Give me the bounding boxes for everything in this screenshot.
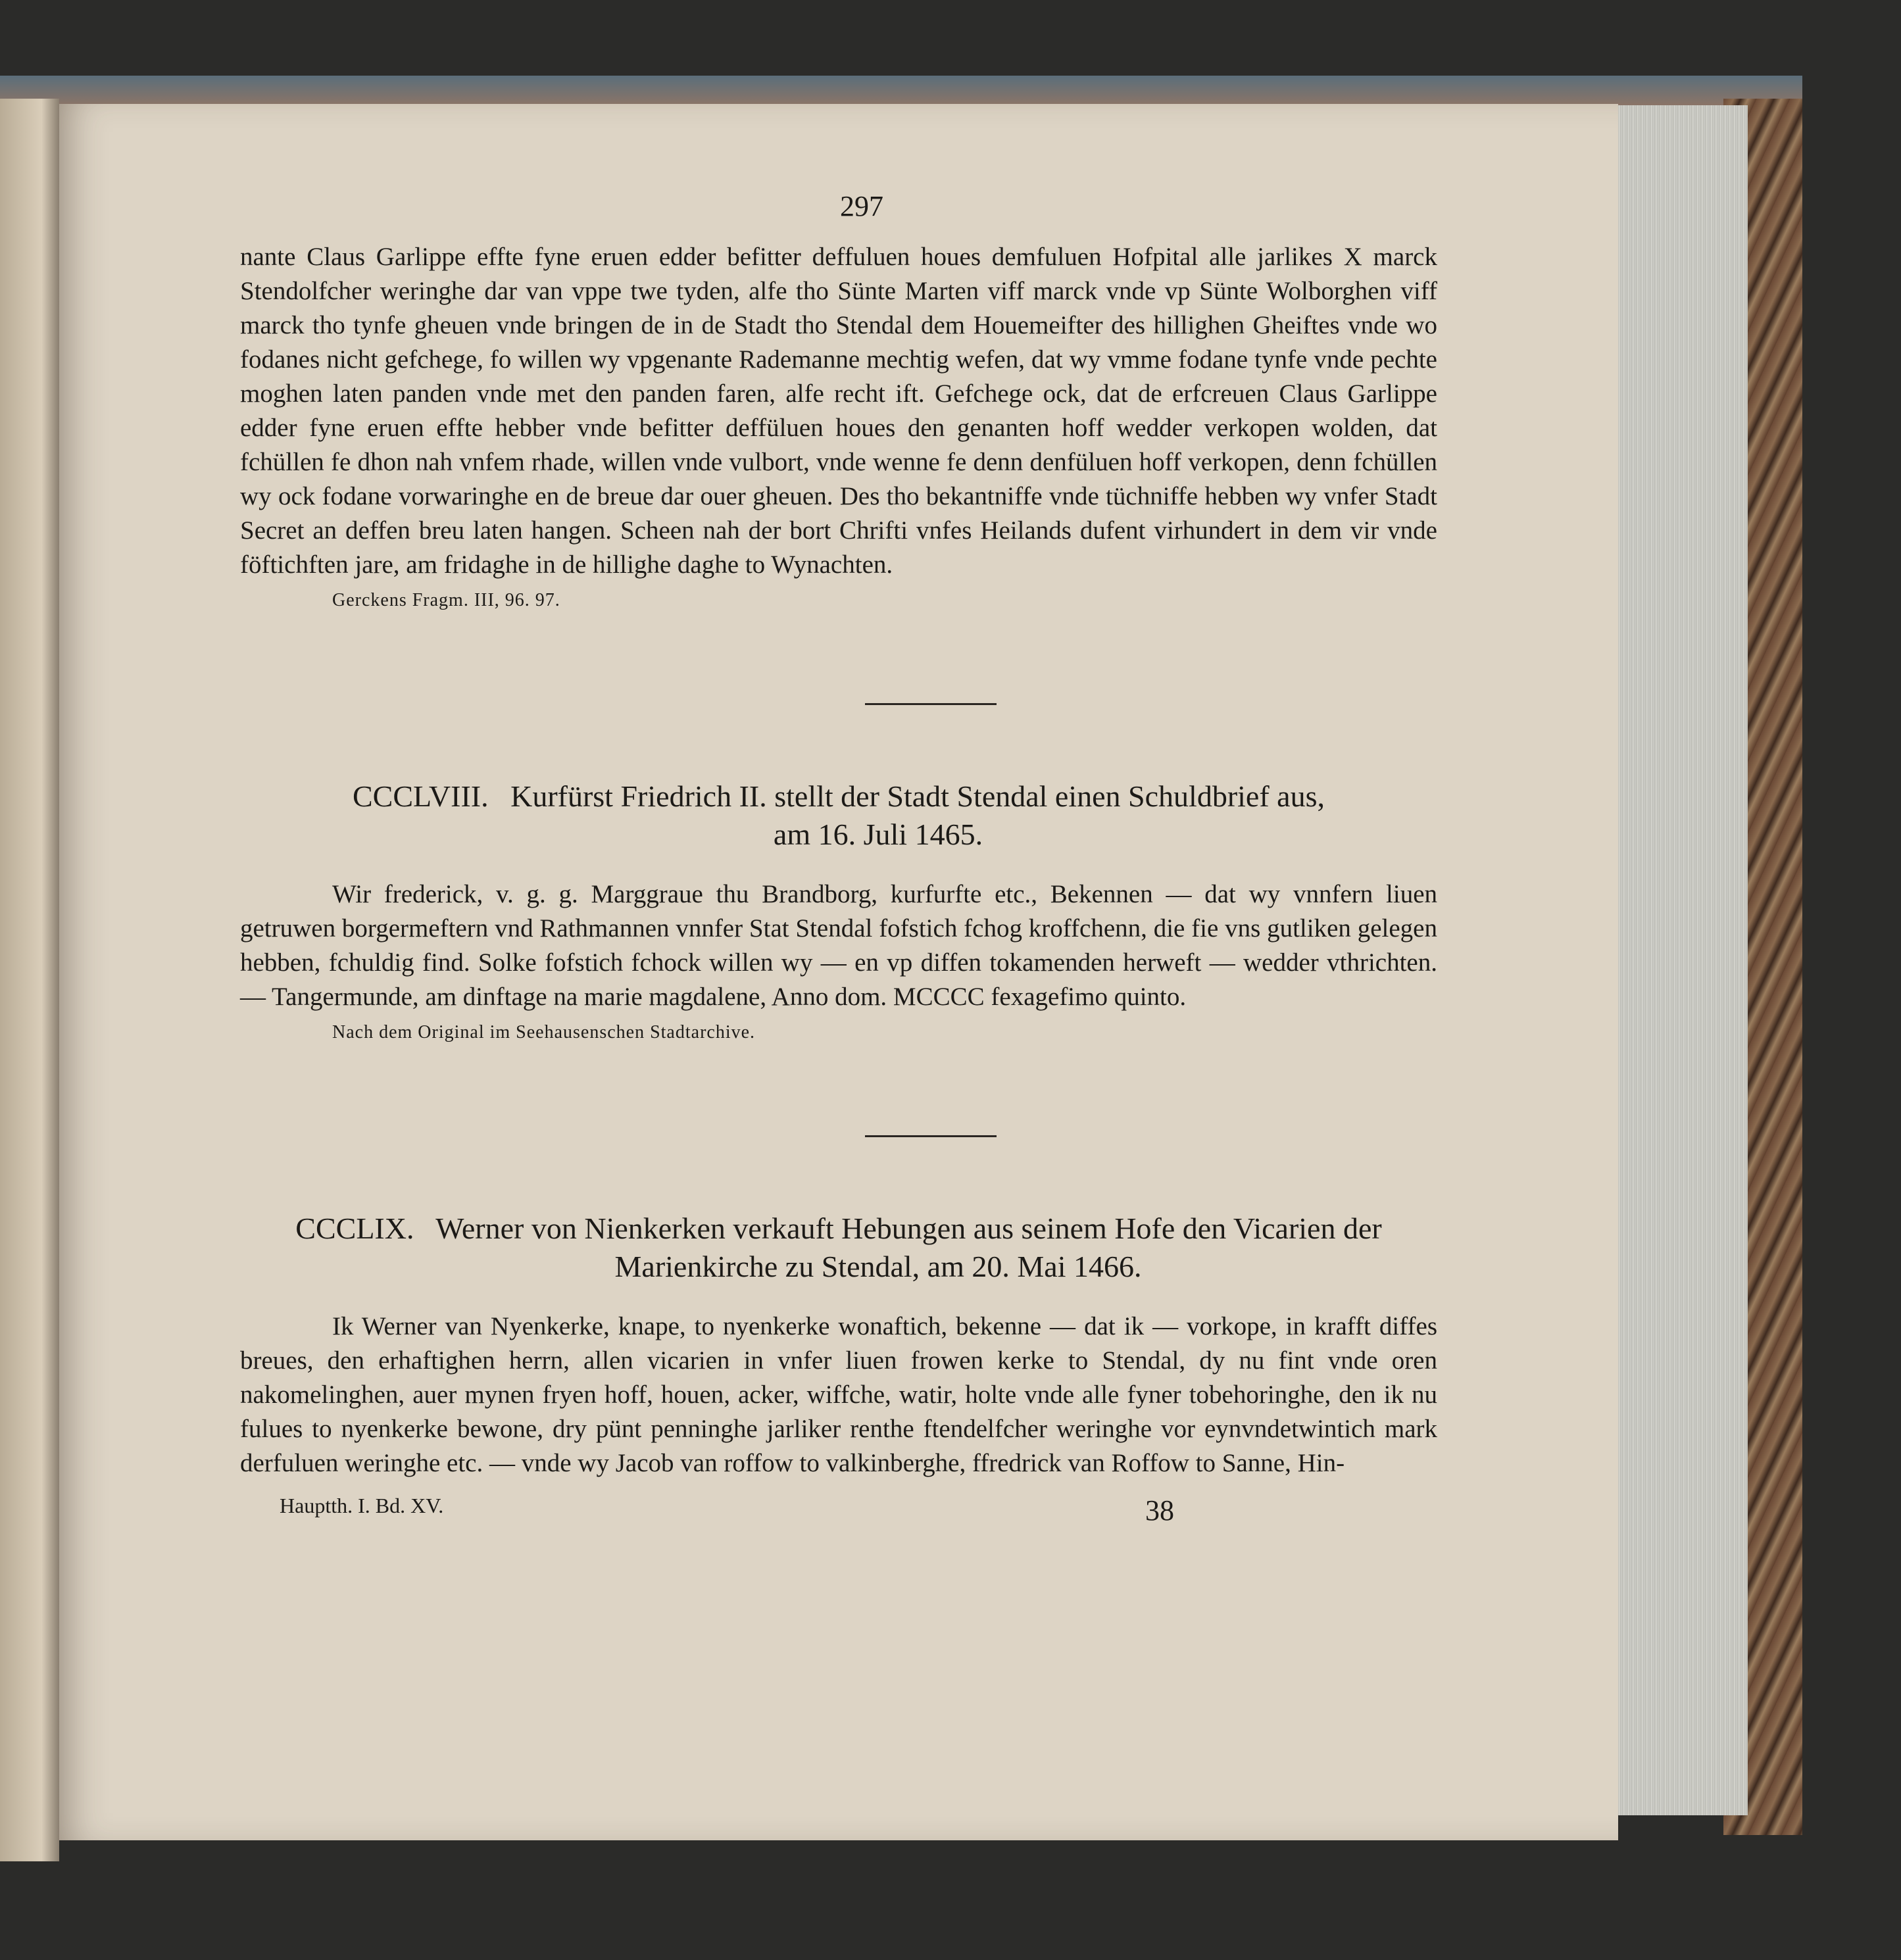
continuation-paragraph: nante Claus Garlippe effte fyne eruen edder befitter deffuluen houes demfuluen Hofpital alle jarlikes X marck Stendolfcher weringhe dar van vppe twe tyden, alfe tho Sünte Marten viff marck vnde vp Sünte Wolborghen viff marck tho tynfe gheuen vnde bringen de in de Stadt tho Stendal dem Houemeifter des hillighen Gheiftes vnde wo fodanes nicht gefchege, fo willen wy vpgenante Rademanne mechtig wefen, dat wy vmme fodane tynfe vnde pechte moghen laten panden vnde met den panden faren, alfe recht ift. Gefchege ock, dat de erfcreuen Claus Garlippe edder fyne eruen effte hebber vnde befitter deffüluen houes den genanten hoff wedder verkopen wolden, dat fchüllen fe dhon nah vnfem rhade, willen vnde vulbort, vnde wenne fe denn denfüluen hoff verkopen, denn fchüllen wy ock fodane vorwaringhe en de breue dar ouer gheuen. Des tho bekantniffe vnde tüchniffe hebben wy vnfer Stadt Secret an deffen breu laten hangen. Scheen nah der bort Chrifti vnfes Heilands dufent virhundert in dem vir vnde föftichften jare, am fridaghe in de hillighe daghe to Wynachten. — [240, 243, 1437, 579]
section-body: Ik Werner van Nyenkerke, knape, to nyenkerke wonaftich, bekenne — dat ik — vorkope, in krafft diffes breues, den erhaftighen herrn, allen vicarien in vnfer liuen frowen kerke to Stendal, dy nu fint vnde oren nakomelinghen, auer mynen fryen hoff, houen, acker, wiffche, watir, holte vnde alle fyner tobehoringhe, den ik nu fulues to nyenkerke bewone, dry pünt penninghe jarliker renthe ftendelfcher weringhe vor eynvndetwintich mark derfuluen weringhe etc. — vnde wy Jacob van roffow to valkinberghe, ffredrick van Roffow to Sanne, Hin- — [240, 1312, 1437, 1477]
section-number: CCCLVIII. — [353, 779, 489, 813]
section-title-line2: am 16. Juli 1465. — [773, 818, 983, 851]
section-divider — [865, 1135, 997, 1137]
section-heading-ccclviii — [240, 777, 1437, 854]
book-page — [59, 104, 1618, 1840]
section-title-line1: Kurfürst Friedrich II. stellt der Stadt Stendal einen Schuldbrief aus, — [510, 779, 1325, 813]
continuation-source: Gerckens Fragm. III, 96. 97. — [332, 590, 560, 610]
section-source: Nach dem Original im Seehausenschen Stadtarchive. — [332, 1022, 756, 1042]
section-title-line1: Werner von Nienkerken verkauft Hebungen aus seinem Hofe den Vicarien der — [435, 1212, 1382, 1245]
page-number: 297 — [840, 190, 883, 222]
section-divider — [865, 703, 997, 705]
section-body: Wir frederick, v. g. g. Marggraue thu Brandborg, kurfurfte etc., Bekennen — dat wy vnnfern liuen getruwen borgermeftern vnd Rathmannen vnnfer Stat Stendal fofstich fchog kroffchenn, die fie vns gutliken gelegen hebben, fchuldig find. Solke fofstich fchock willen wy — en vp diffen tokamenden herweft — wedder vthrichten. — Tangermunde, am dinftage na marie magdalene, Anno dom. MCCCC fexagefimo quinto. — [240, 880, 1437, 1011]
signature-mark: 38 — [1145, 1494, 1174, 1527]
page-content — [240, 189, 1437, 1527]
left-page-edge — [0, 99, 59, 1861]
section-number: CCCLIX. — [295, 1212, 414, 1245]
section-title-line2: Marienkirche zu Stendal, am 20. Mai 1466. — [614, 1250, 1142, 1283]
page-block-edges — [1615, 105, 1748, 1815]
section-heading-ccclix — [240, 1210, 1437, 1286]
page-footer — [240, 1494, 1437, 1527]
footer-volume-ref: Hauptth. I. Bd. XV. — [280, 1494, 444, 1517]
